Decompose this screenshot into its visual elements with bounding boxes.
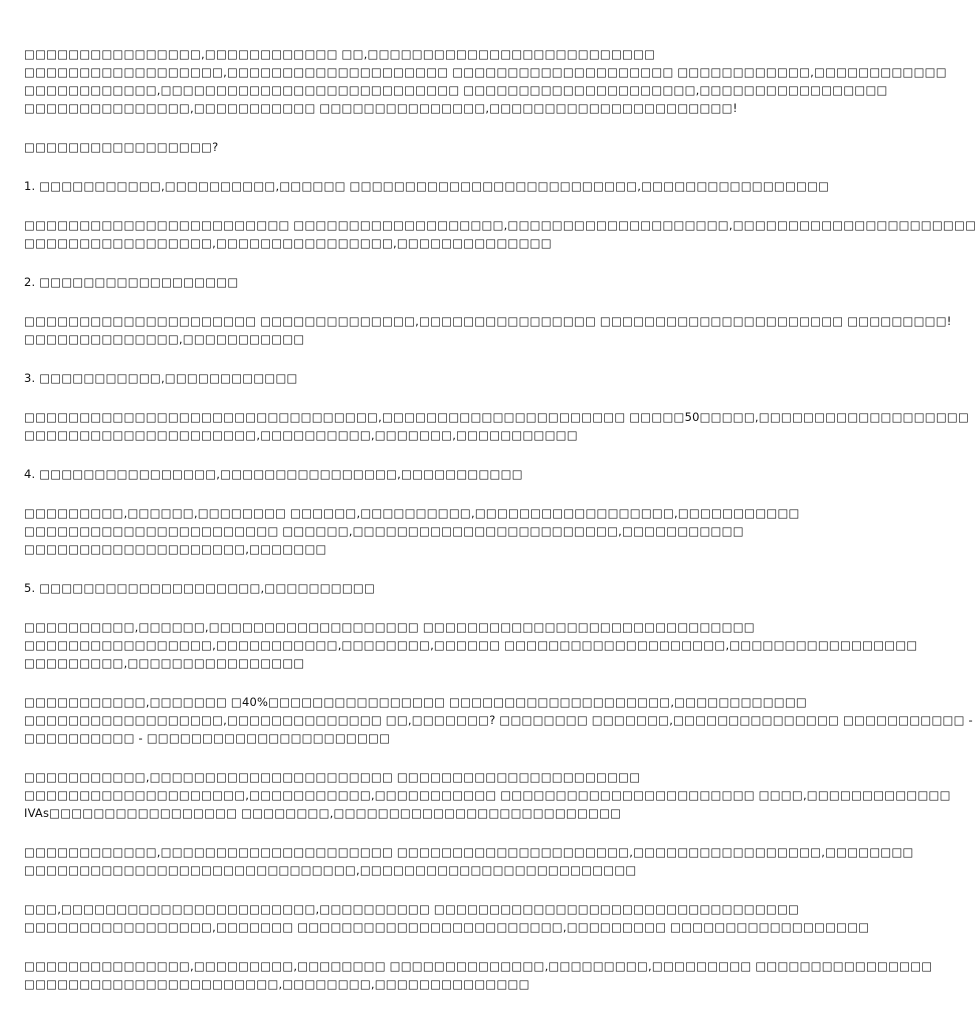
paragraph bbox=[24, 504, 800, 558]
paragraph bbox=[24, 843, 914, 879]
paragraph bbox=[24, 465, 696, 483]
paragraph bbox=[24, 138, 696, 156]
text-line: □□□□□□□□□□,□□□□□□,□□□□□□□□□□□□□□□□□□□ □□□□□□□□□□□□□□□□□□□□□□□□□□□□□□ bbox=[24, 620, 755, 634]
paragraph bbox=[24, 768, 951, 822]
text-line: □□□,□□□□□□□□□□□□□□□□□□□□□□□,□□□□□□□□□□ □□□□□□□□□□□□□□□□□□□□□□□□□□□□□□□□□ bbox=[24, 902, 800, 916]
text-line: □□□□□□□□□,□□□□□□□□□□□□□□□□ bbox=[24, 656, 305, 670]
paragraph bbox=[24, 273, 696, 291]
text-line: □□□□□□□□□□□□□□□□□,□□□□□□□□□□□,□□□□□□□□,□□□□□□ □□□□□□□□□□□□□□□□□□□□,□□□□□□□□□□□□□□□□□ bbox=[24, 638, 918, 652]
text-line: 2. □□□□□□□□□□□□□□□□□□ bbox=[24, 275, 239, 289]
text-line: □□□□□□□□□□□□□□□□□□□□,□□□□□□□ bbox=[24, 542, 327, 556]
text-line: □□□□□□□□□□□□□□□,□□□□□□□□□□□ □□□□□□□□□□□□□□□,□□□□□□□□□□□□□□□□□□□□□□! bbox=[24, 101, 738, 115]
text-line: □□□□□□□□□□□□□□□□□,□□□□□□□ □□□□□□□□□□□□□□□□□□□□□□□□,□□□□□□□□□ □□□□□□□□□□□□□□□□□□ bbox=[24, 920, 870, 934]
text-line: □□□□□□□□□□□□□□□□□□□□□,□□□□□□□□□□,□□□□□□□,□□□□□□□□□□□ bbox=[24, 428, 578, 442]
text-line: 4. □□□□□□□□□□□□□□□□,□□□□□□□□□□□□□□□□,□□□□□□□□□□□ bbox=[24, 467, 523, 481]
text-line: □□□□□□□□□□□□□□□□□,□□□□□□□□□□□□□□□□,□□□□□□□□□□□□□□ bbox=[24, 236, 552, 250]
paragraph bbox=[24, 579, 696, 597]
text-line: □□□□□□□□□□□□,□□□□□□□□□□□□□□□□□□□□□ □□□□□□□□□□□□□□□□□□□□□,□□□□□□□□□□□□□□□□□,□□□□□□□□ bbox=[24, 845, 914, 859]
text-line: □□□□□□□□□□□□□□□□□□,□□□□□□□□□□□□□□ □□,□□□□□□□? □□□□□□□□ □□□□□□□,□□□□□□□□□□□□□□□ □□□□□□□□□□□ - bbox=[24, 713, 973, 727]
paragraph bbox=[24, 408, 970, 444]
text-line: □□□□□□□□□□□□□□□□,□□□□□□□□□□□□ □□,□□□□□□□□□□□□□□□□□□□□□□□□□□ bbox=[24, 47, 656, 61]
text-line: □□□□□□□□□□□□□□□□□□□□□□□ □□□□□□,□□□□□□□□□□□□□□□□□□□□□□□□,□□□□□□□□□□□ bbox=[24, 524, 744, 538]
text-line: □□□□□□□□□□□□□□□□□□□□□□□□ □□□□□□□□□□□□□□□□□□□,□□□□□□□□□□□□□□□□□□□□,□□□□□□□□□□□□□□□□□□□□□□ bbox=[24, 218, 976, 232]
paragraph bbox=[24, 312, 952, 348]
text-line: 1. □□□□□□□□□□□,□□□□□□□□□□,□□□□□□ □□□□□□□□□□□□□□□□□□□□□□□□□□,□□□□□□□□□□□□□□□□□ bbox=[24, 179, 830, 193]
text-line: □□□□□□□□□□□□□□□□□□□□□ □□□□□□□□□□□□□□,□□□□□□□□□□□□□□□□ □□□□□□□□□□□□□□□□□□□□□□ □□□□□□□□□! bbox=[24, 314, 952, 328]
text-line: □□□□□□□□□,□□□□□□,□□□□□□□□ □□□□□□,□□□□□□□□□□,□□□□□□□□□□□□□□□□□□,□□□□□□□□□□□ bbox=[24, 506, 800, 520]
paragraph bbox=[24, 369, 696, 387]
text-line: IVAs□□□□□□□□□□□□□□□□□ □□□□□□□□,□□□□□□□□□□□□□□□□□□□□□□□□□□ bbox=[24, 806, 622, 820]
text-line: □□□□□□□□□□□□□□□□□□□□□□□,□□□□□□□□,□□□□□□□□□□□□□□ bbox=[24, 977, 530, 991]
text-line: 5. □□□□□□□□□□□□□□□□□□□□,□□□□□□□□□□ bbox=[24, 581, 376, 595]
paragraph bbox=[24, 177, 830, 195]
text-line: □□□□□□□□□□□□□□,□□□□□□□□□□□ bbox=[24, 332, 305, 346]
paragraph bbox=[24, 957, 933, 993]
text-line: □□□□□□□□□□□□□□□,□□□□□□□□□,□□□□□□□□ □□□□□□□□□□□□□□,□□□□□□□□□,□□□□□□□□□ □□□□□□□□□□□□□□□□ bbox=[24, 959, 933, 973]
text-line: 3. □□□□□□□□□□□,□□□□□□□□□□□□ bbox=[24, 371, 298, 385]
text-line: □□□□□□□□□□□□□□□□□□,□□□□□□□□□□□□□□□□□□□□ □□□□□□□□□□□□□□□□□□□□ □□□□□□□□□□□□,□□□□□□□□□□□□ bbox=[24, 65, 947, 79]
text-line: □□□□□□□□□□□□,□□□□□□□□□□□□□□□□□□□□□□□□□□□ □□□□□□□□□□□□□□□□□□□□□,□□□□□□□□□□□□□□□□□ bbox=[24, 83, 888, 97]
text-line: □□□□□□□□□□□,□□□□□□□□□□□□□□□□□□□□□□ □□□□□□□□□□□□□□□□□□□□□□ bbox=[24, 770, 641, 784]
text-line: □□□□□□□□□□ - □□□□□□□□□□□□□□□□□□□□□□ bbox=[24, 731, 391, 745]
paragraph bbox=[24, 693, 973, 747]
paragraph bbox=[24, 45, 947, 117]
paragraph bbox=[24, 900, 870, 936]
text-line: □□□□□□□□□□□,□□□□□□□ □40%□□□□□□□□□□□□□□□□ □□□□□□□□□□□□□□□□□□□□,□□□□□□□□□□□□ bbox=[24, 695, 807, 709]
text-line: □□□□□□□□□□□□□□□□□□□□□□□□□□□□□□□□,□□□□□□□□□□□□□□□□□□□□□□ □□□□□50□□□□□,□□□□□□□□□□□□□□□□□□□ bbox=[24, 410, 970, 424]
text-line: □□□□□□□□□□□□□□□□□? bbox=[24, 140, 219, 154]
document-body bbox=[24, 45, 976, 993]
text-line: □□□□□□□□□□□□□□□□□□□□,□□□□□□□□□□□,□□□□□□□□□□□ □□□□□□□□□□□□□□□□□□□□□□□ □□□□,□□□□□□□□□□□□□ bbox=[24, 788, 951, 802]
paragraph bbox=[24, 216, 976, 252]
paragraph bbox=[24, 618, 918, 672]
text-line: □□□□□□□□□□□□□□□□□□□□□□□□□□□□□□,□□□□□□□□□□□□□□□□□□□□□□□□□ bbox=[24, 863, 637, 877]
